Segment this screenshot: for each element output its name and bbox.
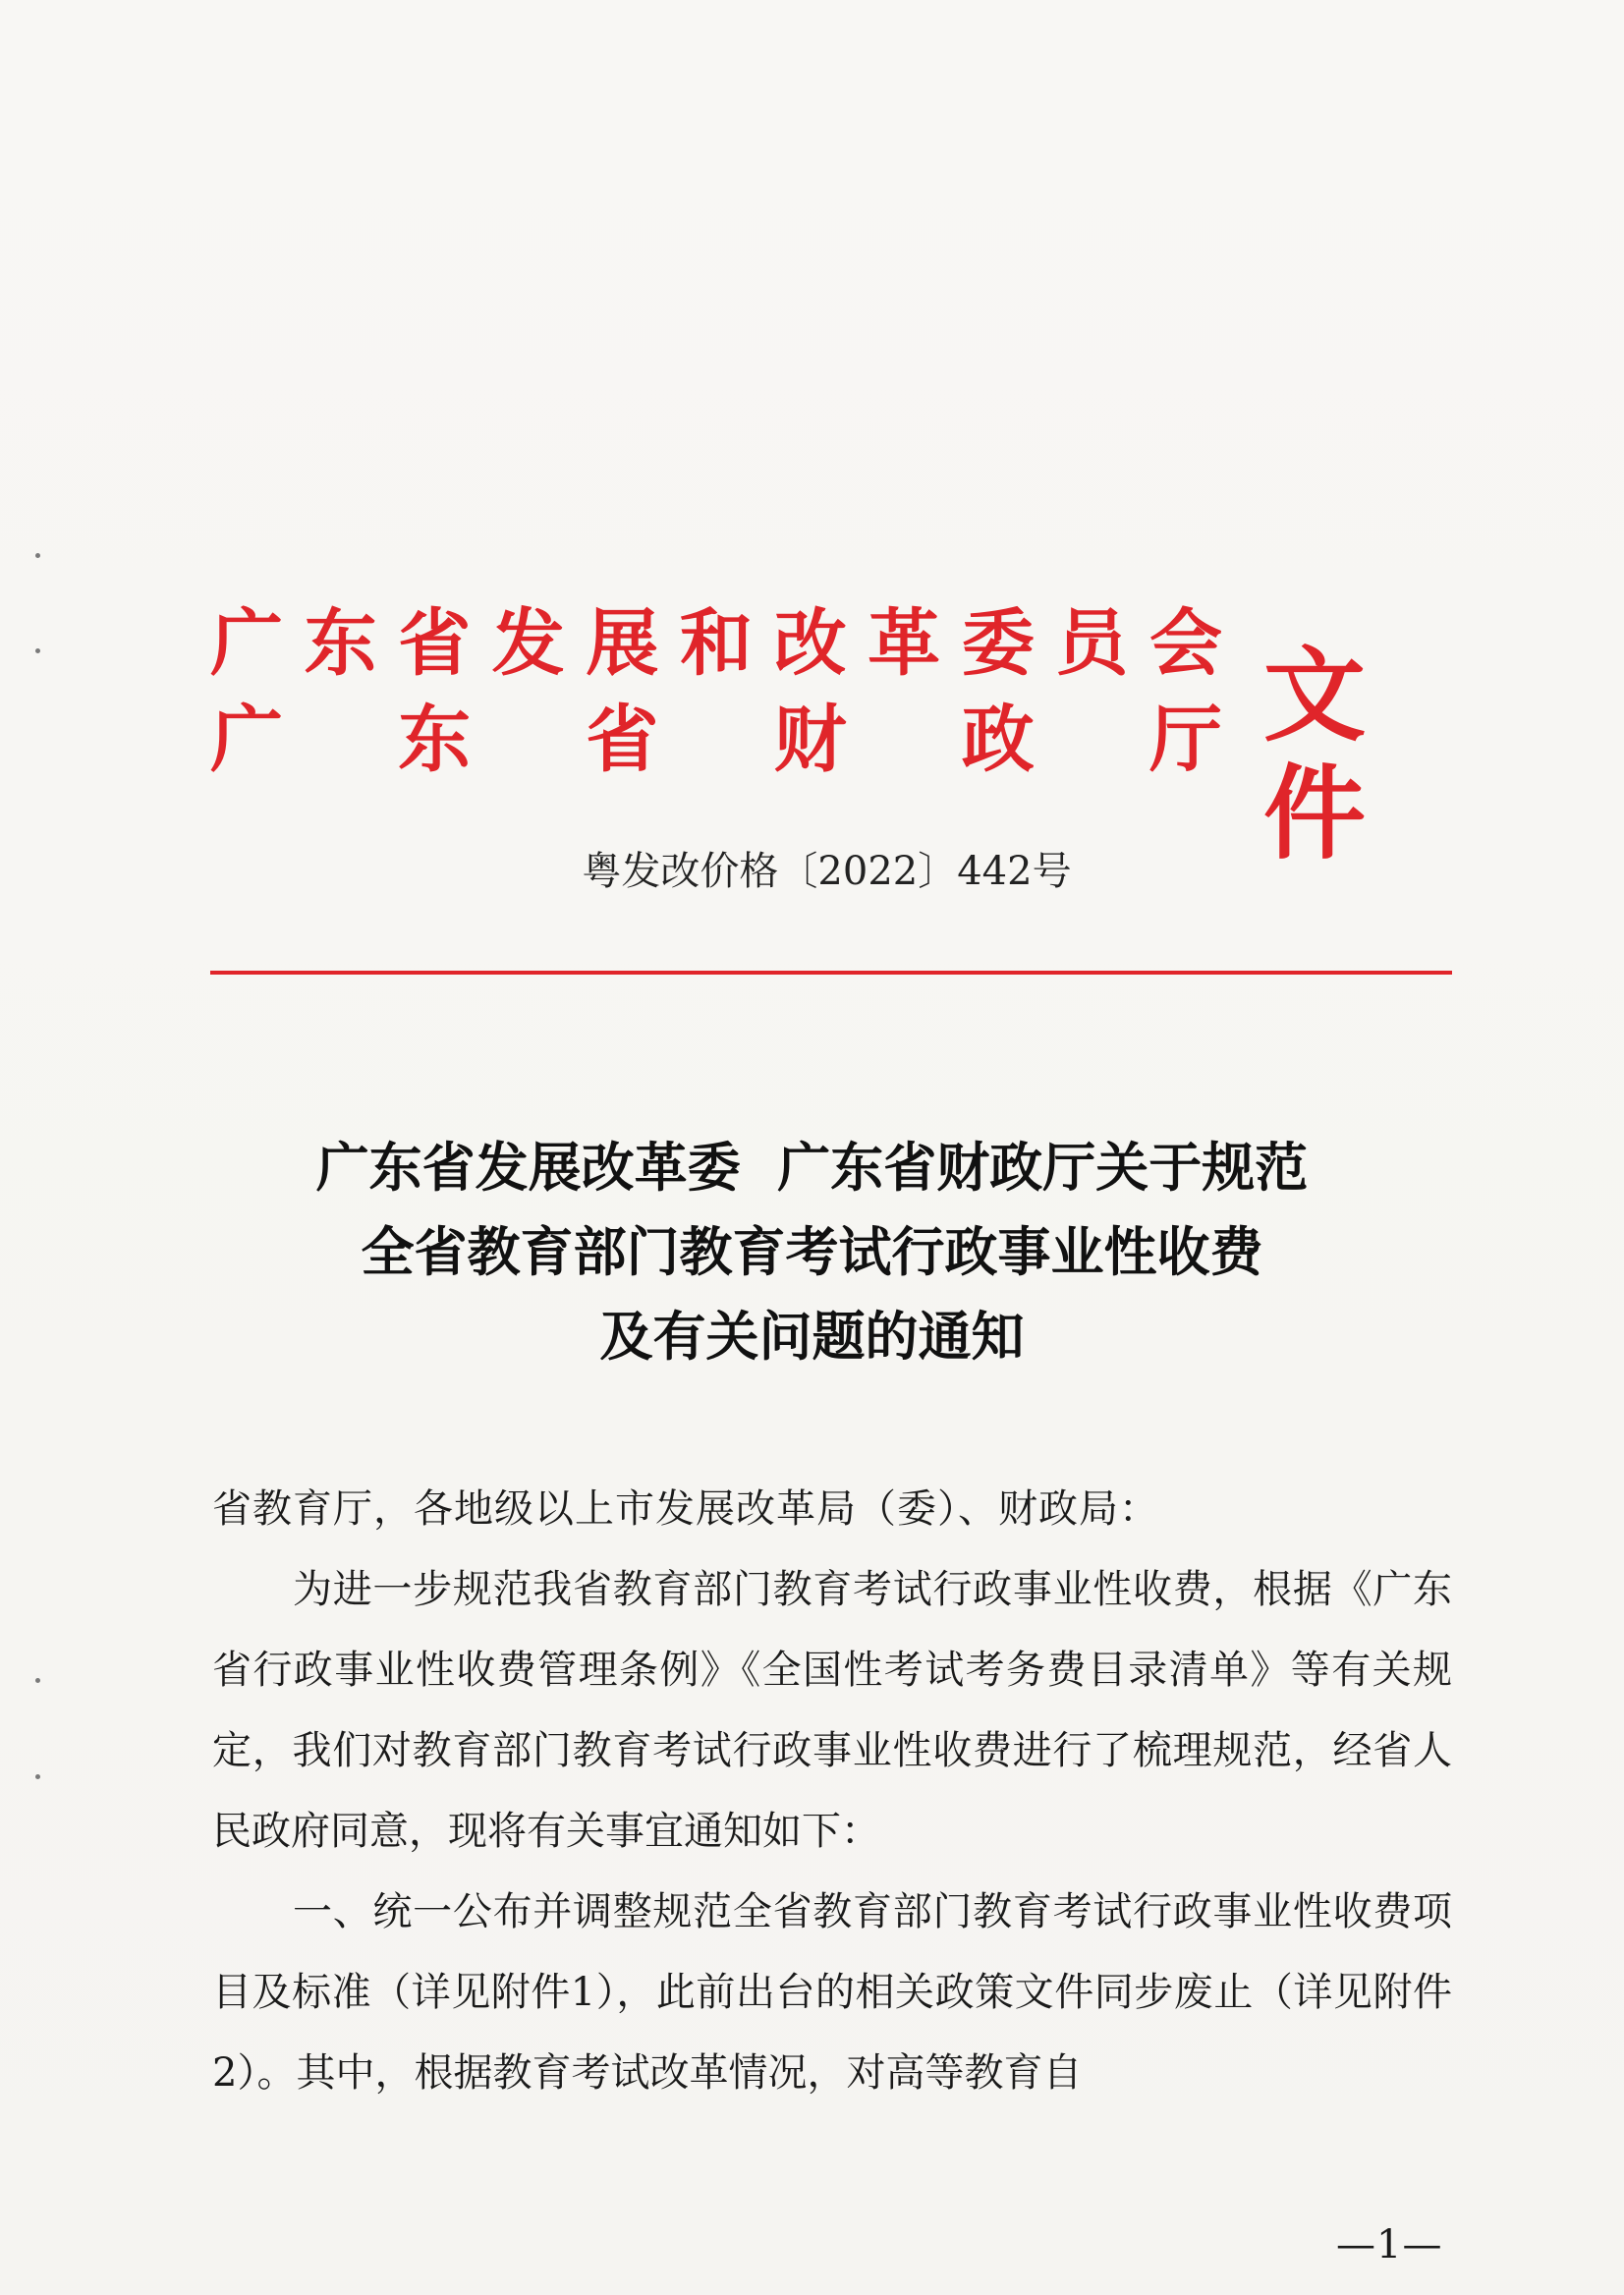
issuer-char: 政 <box>961 698 1035 782</box>
issuer-char: 展 <box>586 601 659 686</box>
issuer-char: 东 <box>304 601 377 686</box>
binding-hole-mark <box>35 648 40 653</box>
title-line-2: 全省教育部门教育考试行政事业性收费 <box>361 1220 1263 1283</box>
body-paragraph: 一、统一公布并调整规范全省教育部门教育考试行政事业性收费项目及标准（详见附件1），此前出台的相关政策文件同步废止（详见附件2）。其中，根据教育考试改革情况，对高等教育自 <box>212 1889 1452 2096</box>
issuer-line-1 <box>210 599 1222 688</box>
issuer-char: 广 <box>210 698 283 782</box>
body-paragraph: 为进一步规范我省教育部门教育考试行政事业性收费，根据《广东省行政事业性收费管理条例》《全国性考试考务费目录清单》等有关规定，我们对教育部门教育考试行政事业性收费进行了梳理规范，经省人民政府同意，现将有关事宜通知如下： <box>212 1567 1452 1854</box>
issuer-char: 广 <box>210 601 283 686</box>
issuer-char: 和 <box>679 601 753 686</box>
issuer-char: 省 <box>586 698 659 782</box>
title-line-3: 及有关问题的通知 <box>599 1305 1025 1368</box>
title-line-1: 广东省发展改革委 广东省财政厅关于规范 <box>315 1136 1309 1199</box>
red-separator-line <box>210 971 1452 975</box>
issuer-char: 厅 <box>1148 698 1222 782</box>
binding-hole-mark <box>35 1774 40 1779</box>
binding-hole-mark <box>35 1678 40 1683</box>
issuer-char: 省 <box>398 601 472 686</box>
issuer-line-2 <box>210 696 1222 784</box>
salutation: 省教育厅，各地级以上市发展改革局（委）、财政局： <box>212 1486 1159 1532</box>
document-number: 粤发改价格〔2022〕442号 <box>582 849 1072 894</box>
page-number: —1— <box>1336 2222 1443 2267</box>
issuer-char: 东 <box>398 698 472 782</box>
issuer-char: 发 <box>491 601 565 686</box>
issuer-char: 会 <box>1148 601 1222 686</box>
document-title <box>0 1125 1624 1378</box>
binding-hole-mark <box>35 553 40 558</box>
issuer-char: 员 <box>1055 601 1129 686</box>
issuer-char: 革 <box>868 601 941 686</box>
issuer-char: 委 <box>961 601 1035 686</box>
doc-type-label: 文件 <box>1263 635 1371 873</box>
document-body <box>212 1469 1452 2113</box>
issuer-char: 财 <box>773 698 847 782</box>
issuer-char: 改 <box>773 601 847 686</box>
